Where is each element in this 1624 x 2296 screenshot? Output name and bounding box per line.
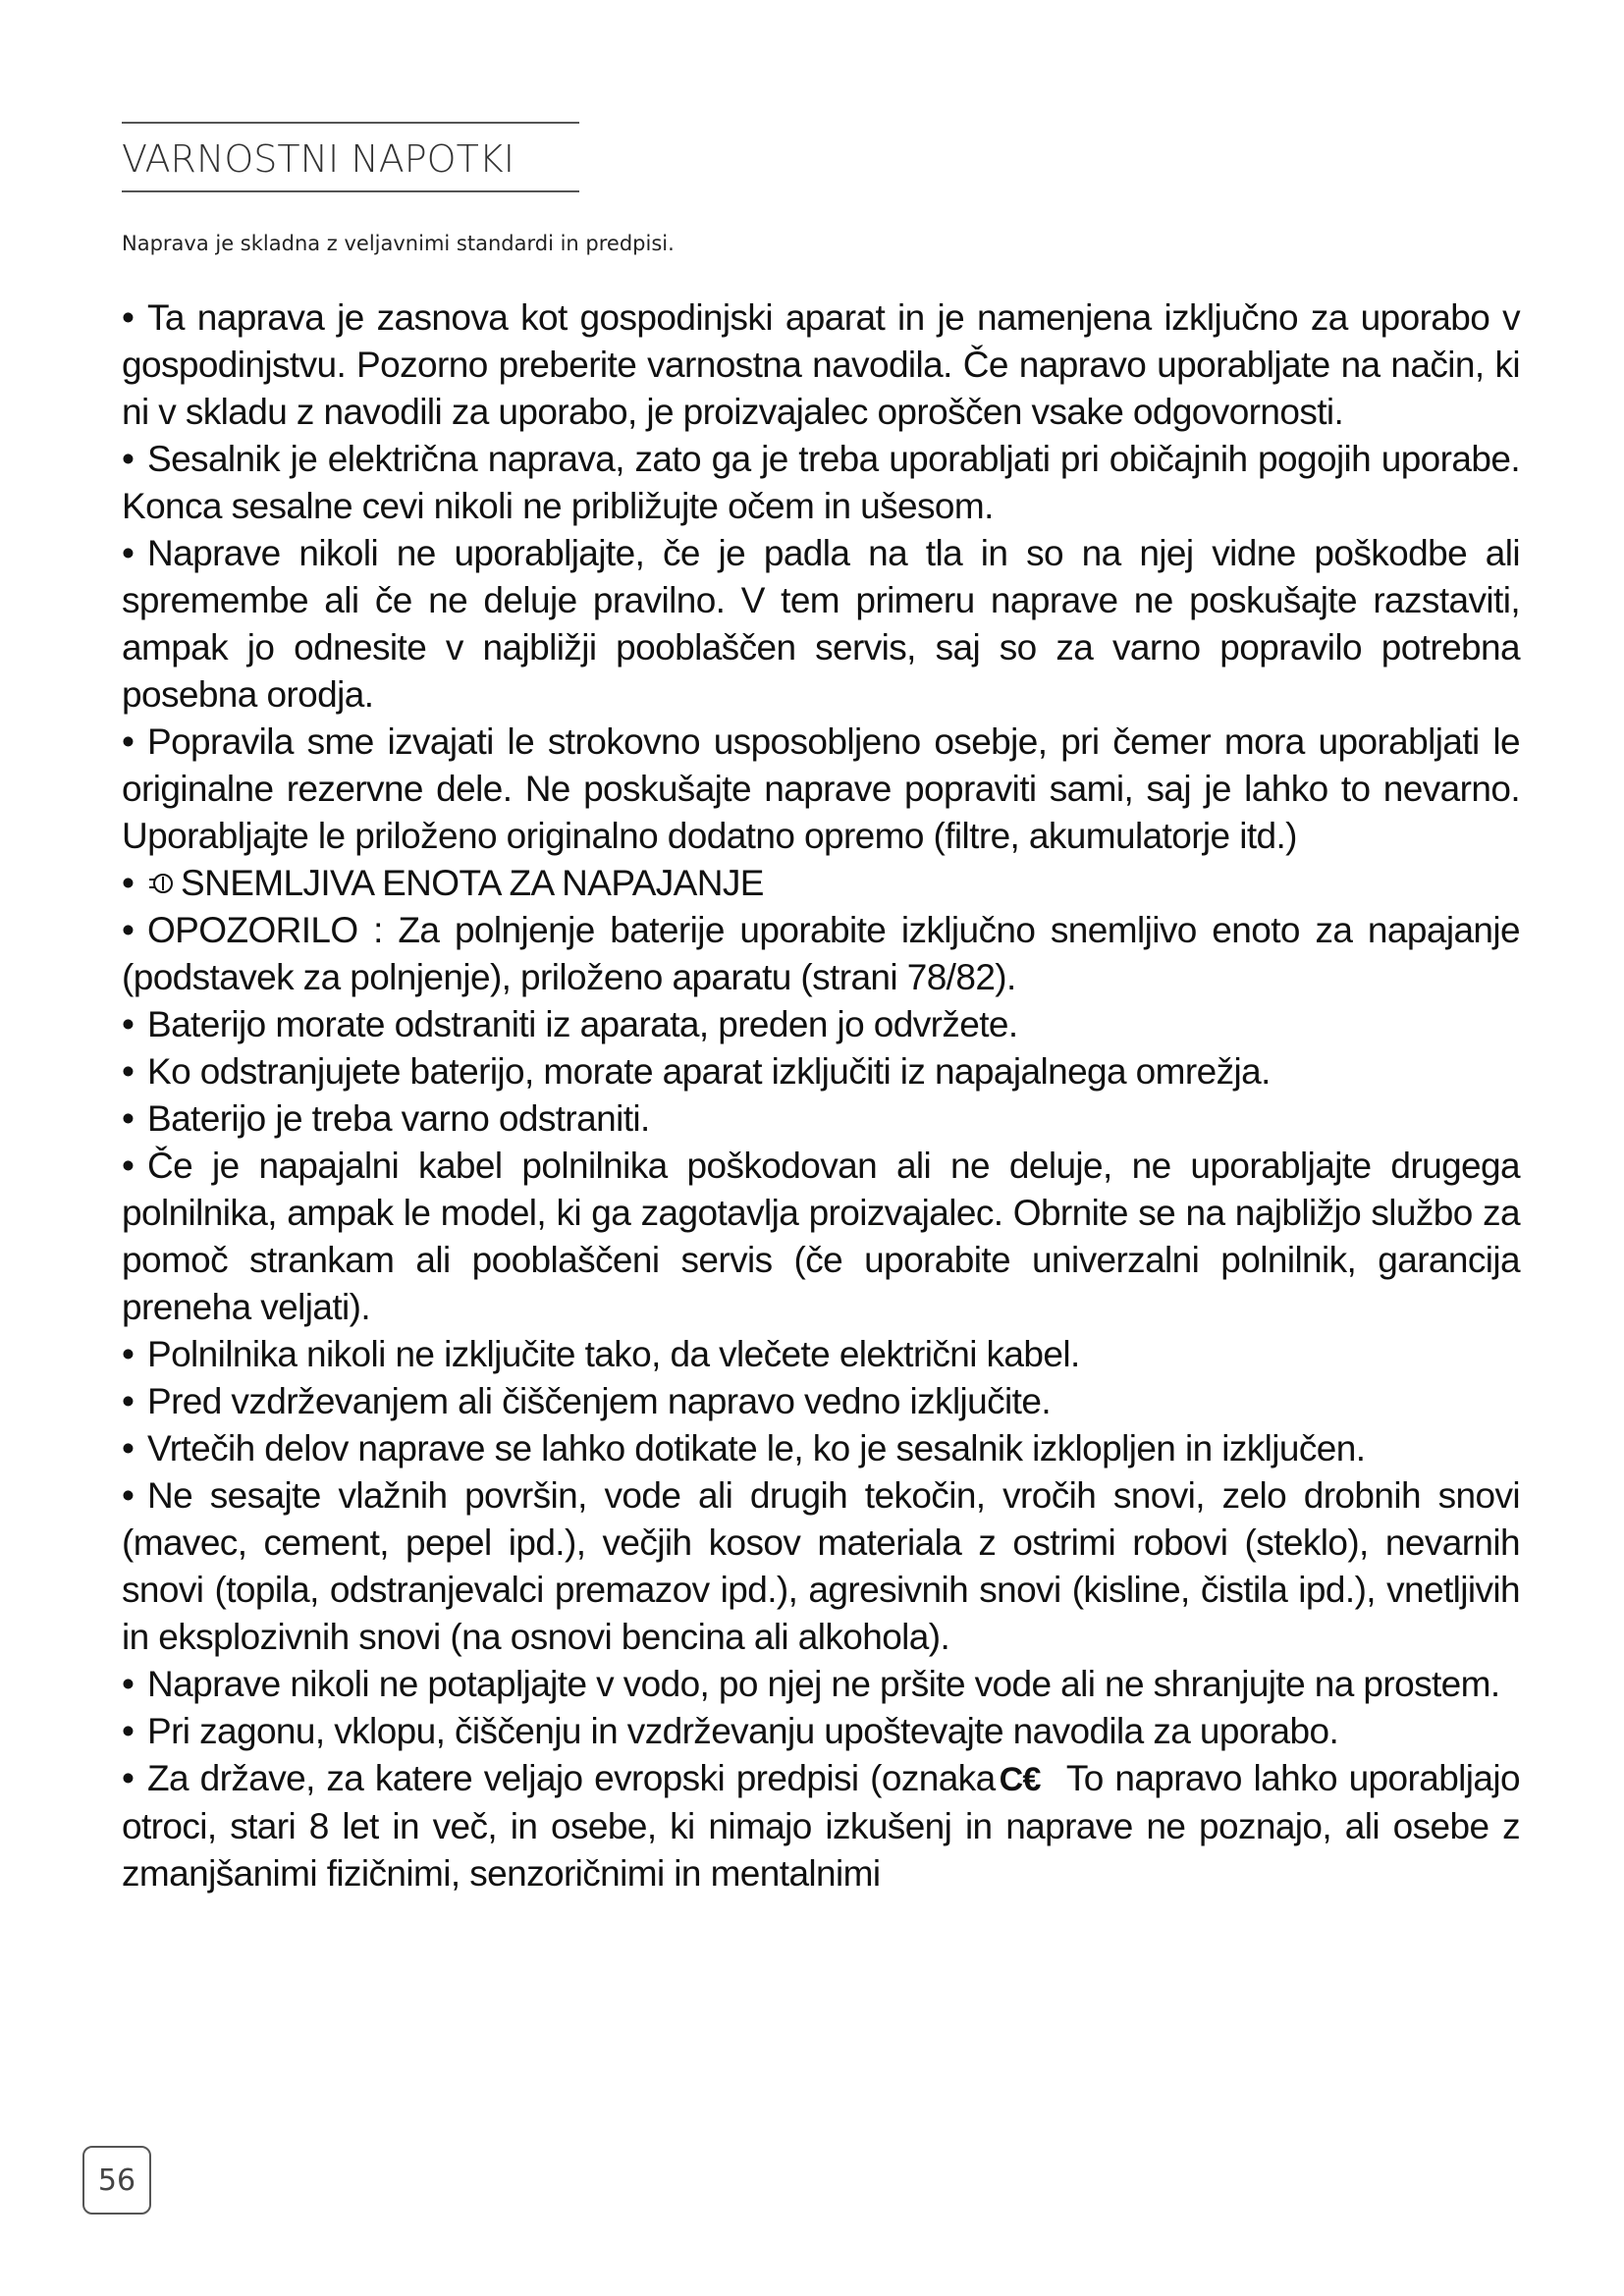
paragraph-subheading <box>122 860 1520 907</box>
paragraph-12 <box>122 1425 1520 1472</box>
paragraph-text: Naprave nikoli ne uporabljajte, če je padla na tla in so na njej vidne poškodbe ali spremembe ali če ne deluje pravilno. V tem primeru naprave ne poskušajte razstaviti, ampak jo odnesite v najbližji pooblaščen servis, saj so za varno popravilo potrebna posebna orodja. <box>122 533 1520 715</box>
paragraph-text: Baterijo je treba varno odstraniti. <box>147 1098 650 1139</box>
bullet-icon: • <box>122 439 135 479</box>
paragraph-text: Če je napajalni kabel polnilnika poškodovan ali ne deluje, ne uporabljajte drugega polnilnika, ampak le model, ki ga zagotavlja proizvajalec. Obrnite se na najbližjo službo za pomoč strankam ali pooblaščeni servis (če uporabite univerzalni polnilnik, garancija preneha veljati). <box>122 1146 1520 1327</box>
paragraph-10 <box>122 1331 1520 1378</box>
ce-mark-icon: C€ <box>999 1761 1041 1798</box>
paragraph-text-after-mark: To napravo lahko uporabljajo otroci, stari 8 let in več, in osebe, ki nimajo izkušenj in naprave ne poznajo, ali osebe z zmanjšanimi fizičnimi, senzoričnimi in mentalnimi <box>122 1758 1521 1894</box>
bullet-icon: • <box>122 533 135 573</box>
paragraph-text: Popravila sme izvajati le strokovno usposobljeno osebje, pri čemer mora uporabljati le originalne rezervne dele. Ne poskušajte naprave popraviti sami, saj je lahko to nevarno. Uporabljajte le priloženo originalno dodatno opremo (filtre, akumulatorje itd.) <box>122 721 1520 856</box>
paragraph-text: Vrtečih delov naprave se lahko dotikate le, ko je sesalnik izklopljen in izključen. <box>147 1428 1366 1468</box>
bullet-icon: • <box>122 1098 135 1139</box>
paragraph-14 <box>122 1661 1520 1708</box>
paragraph-2 <box>122 436 1520 530</box>
paragraph-text: OPOZORILO : Za polnjenje baterije uporabite izključno snemljivo enoto za napajanje (podstavek za polnjenje), priloženo aparatu (strani 78/82). <box>122 910 1520 997</box>
bullet-icon: • <box>122 297 135 338</box>
bullet-icon: • <box>122 1758 135 1798</box>
paragraph-11 <box>122 1378 1520 1425</box>
paragraph-text: Naprave nikoli ne potapljajte v vodo, po njej ne pršite vode ali ne shranjujte na prostem. <box>147 1664 1500 1704</box>
paragraph-6 <box>122 1001 1520 1048</box>
paragraph-7 <box>122 1048 1520 1095</box>
safety-instructions <box>122 294 1520 1897</box>
paragraph-text: Baterijo morate odstraniti iz aparata, preden jo odvržete. <box>147 1004 1018 1044</box>
paragraph-13 <box>122 1472 1520 1661</box>
paragraph-8 <box>122 1095 1520 1143</box>
page-number-badge: 56 <box>82 2146 151 2215</box>
paragraph-text: Pri zagonu, vklopu, čiščenju in vzdrževanju upoštevajte navodila za uporabo. <box>147 1711 1339 1751</box>
bullet-icon: • <box>122 910 135 950</box>
bullet-icon: • <box>122 1664 135 1704</box>
bullet-icon: • <box>122 1475 135 1516</box>
bullet-icon: • <box>122 1428 135 1468</box>
section-title: VARNOSTNI NAPOTKI <box>122 137 579 192</box>
paragraph-5 <box>122 907 1520 1001</box>
paragraph-text: Sesalnik je električna naprava, zato ga je treba uporabljati pri običajnih pogojih uporabe. Konca sesalne cevi nikoli ne približujte očem in ušesom. <box>122 439 1520 526</box>
header-top-rule <box>122 122 579 124</box>
paragraph-15 <box>122 1708 1520 1755</box>
bullet-icon: • <box>122 1004 135 1044</box>
intro-text: Naprava je skladna z veljavnimi standardi in predpisi. <box>122 232 675 255</box>
bullet-icon: • <box>122 1711 135 1751</box>
paragraph-text-before-mark: Za države, za katere veljajo evropski predpisi (oznaka <box>147 1758 996 1798</box>
paragraph-1 <box>122 294 1520 436</box>
paragraph-last <box>122 1755 1520 1897</box>
paragraph-4 <box>122 719 1520 860</box>
paragraph-text: Ta naprava je zasnova kot gospodinjski aparat in je namenjena izključno za uporabo v gospodinjstvu. Pozorno preberite varnostna navodila. Če napravo uporabljate na način, ki ni v skladu z navodili za uporabo, je proizvajalec oproščen vsake odgovornosti. <box>122 297 1520 432</box>
paragraph-text: Pred vzdrževanjem ali čiščenjem napravo vedno izključite. <box>147 1381 1052 1421</box>
paragraph-3 <box>122 530 1520 719</box>
paragraph-text: Ko odstranjujete baterijo, morate aparat izključiti iz napajalnega omrežja. <box>147 1051 1271 1092</box>
subheading-text: SNEMLJIVA ENOTA ZA NAPAJANJE <box>181 863 764 903</box>
charging-unit-icon <box>147 869 177 898</box>
bullet-icon: • <box>122 1381 135 1421</box>
paragraph-9 <box>122 1143 1520 1331</box>
paragraph-text: Polnilnika nikoli ne izključite tako, da vlečete električni kabel. <box>147 1334 1080 1374</box>
bullet-icon: • <box>122 1334 135 1374</box>
bullet-icon: • <box>122 721 135 762</box>
section-header <box>122 122 579 192</box>
bullet-icon: • <box>122 863 135 903</box>
paragraph-text: Ne sesajte vlažnih površin, vode ali drugih tekočin, vročih snovi, zelo drobnih snovi (mavec, cement, pepel ipd.), večjih kosov materiala z ostrimi robovi (steklo), nevarnih snovi (topila, odstranjevalci premazov ipd.), agresivnih snovi (kisline, čistila ipd.), vnetljivih in eksplozivnih snovi (na osnovi bencina ali alkohola). <box>122 1475 1520 1657</box>
bullet-icon: • <box>122 1146 135 1186</box>
bullet-icon: • <box>122 1051 135 1092</box>
